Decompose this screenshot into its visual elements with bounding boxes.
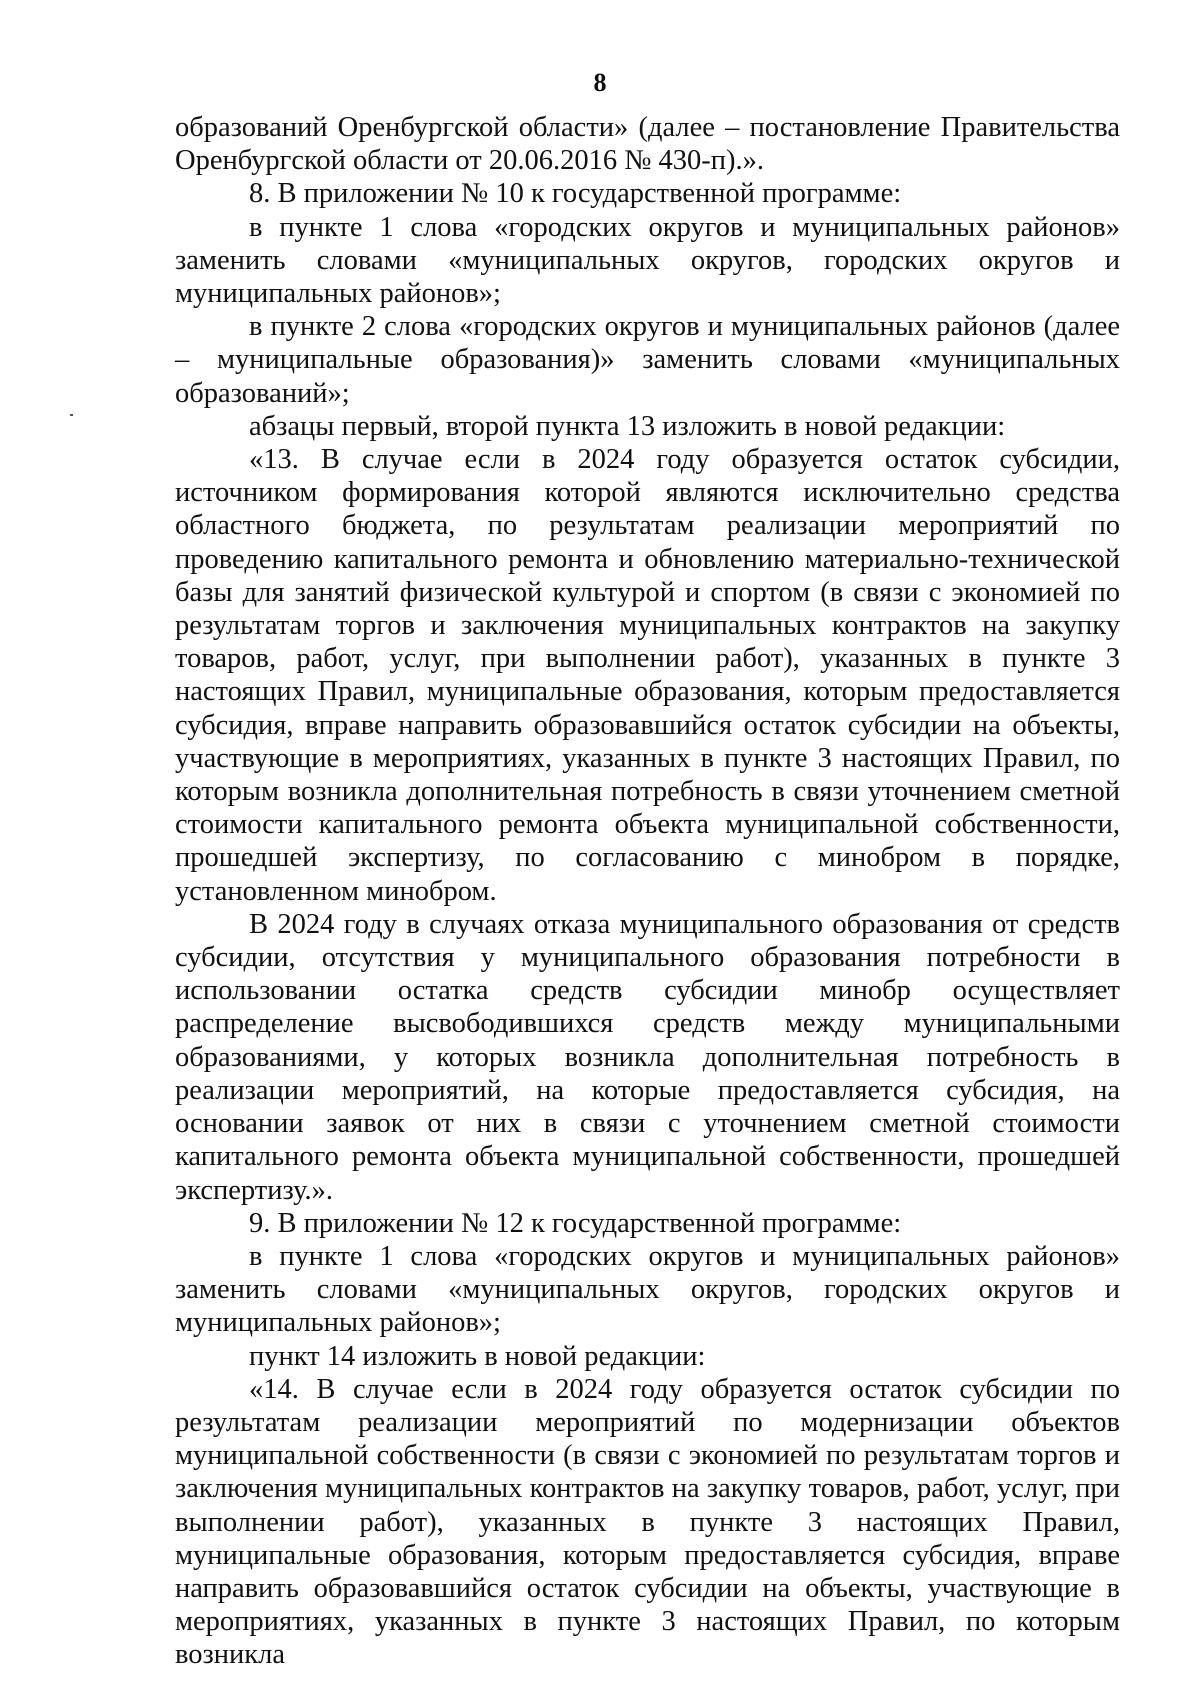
paragraph-continuation: образований Оренбургской области» (далее – постановление Правительства Оренбургской области от 20.06.2016 № 430-п).». <box>175 112 1120 177</box>
paragraph-item-9-point-1: в пункте 1 слова «городских округов и муниципальных районов» заменить словами «муниципальных округов, городских округов и муниципальных районов»; <box>175 1240 1120 1339</box>
paragraph-item-8-heading: 8. В приложении № 10 к государственной программе: <box>249 178 902 210</box>
paragraph-point-14: «14. В случае если в 2024 году образуется остаток субсидии по результатам реализации мероприятий по модернизации объектов муниципальной собственности (в связи с экономией по результатам торгов и заключения муниципальных контрактов на закупку товаров, работ, услуг, при выполнении работ), указанных в пункте 3 настоящих Правил, муниципальные образования, которым предоставляется субсидия, вправе направить образовавшийся остаток субсидии на объекты, участвующие в мероприятиях, указанных в пункте 3 настоящих Правил, по которым возникла <box>175 1373 1120 1671</box>
page-number: 8 <box>593 68 607 97</box>
paragraph-item-8-point-13-intro: абзацы первый, второй пункта 13 изложить в новой редакции: <box>249 410 1006 442</box>
document-body <box>175 111 1120 1672</box>
paragraph-point-13-first: «13. В случае если в 2024 году образуется остаток субсидии, источником формирования которой являются исключительно средства областного бюджета, по результатам реализации мероприятий по проведению капитального ремонта и обновлению материально-технической базы для занятий физической культурой и спортом (в связи с экономией по результатам торгов и заключения муниципальных контрактов на закупку товаров, работ, услуг, при выполнении работ), указанных в пункте 3 настоящих Правил, муниципальные образования, которым предоставляется субсидия, вправе направить образовавшийся остаток субсидии на объекты, участвующие в мероприятиях, указанных в пункте 3 настоящих Правил, по которым возникла дополнительная потребность в связи уточнением сметной стоимости капитального ремонта объекта муниципальной собственности, прошедшей экспертизу, по согласованию с минобром в порядке, установленном минобром. <box>175 444 1120 907</box>
paragraph-item-9-point-14-intro: пункт 14 изложить в новой редакции: <box>249 1340 706 1372</box>
paragraph-item-8-point-2: в пункте 2 слова «городских округов и муниципальных районов (далее – муниципальные образования)» заменить словами «муниципальных образований»; <box>175 311 1120 409</box>
scan-speck <box>70 414 73 416</box>
paragraph-point-13-second: В 2024 году в случаях отказа муниципального образования от средств субсидии, отсутствия у муниципального образования потребности в использовании остатка средств субсидии минобр осуществляет распределение высвободившихся средств между муниципальными образованиями, у которых возникла дополнительная потребность в реализации мероприятий, на которые предоставляется субсидия, на основании заявок от них в связи с уточнением сметной стоимости капитального ремонта объекта муниципальной собственности, прошедшей экспертизу.». <box>175 908 1120 1206</box>
paragraph-item-9-heading: 9. В приложении № 12 к государственной программе: <box>249 1207 902 1239</box>
paragraph-item-8-point-1: в пункте 1 слова «городских округов и муниципальных районов» заменить словами «муниципальных округов, городских округов и муниципальных районов»; <box>175 211 1120 310</box>
